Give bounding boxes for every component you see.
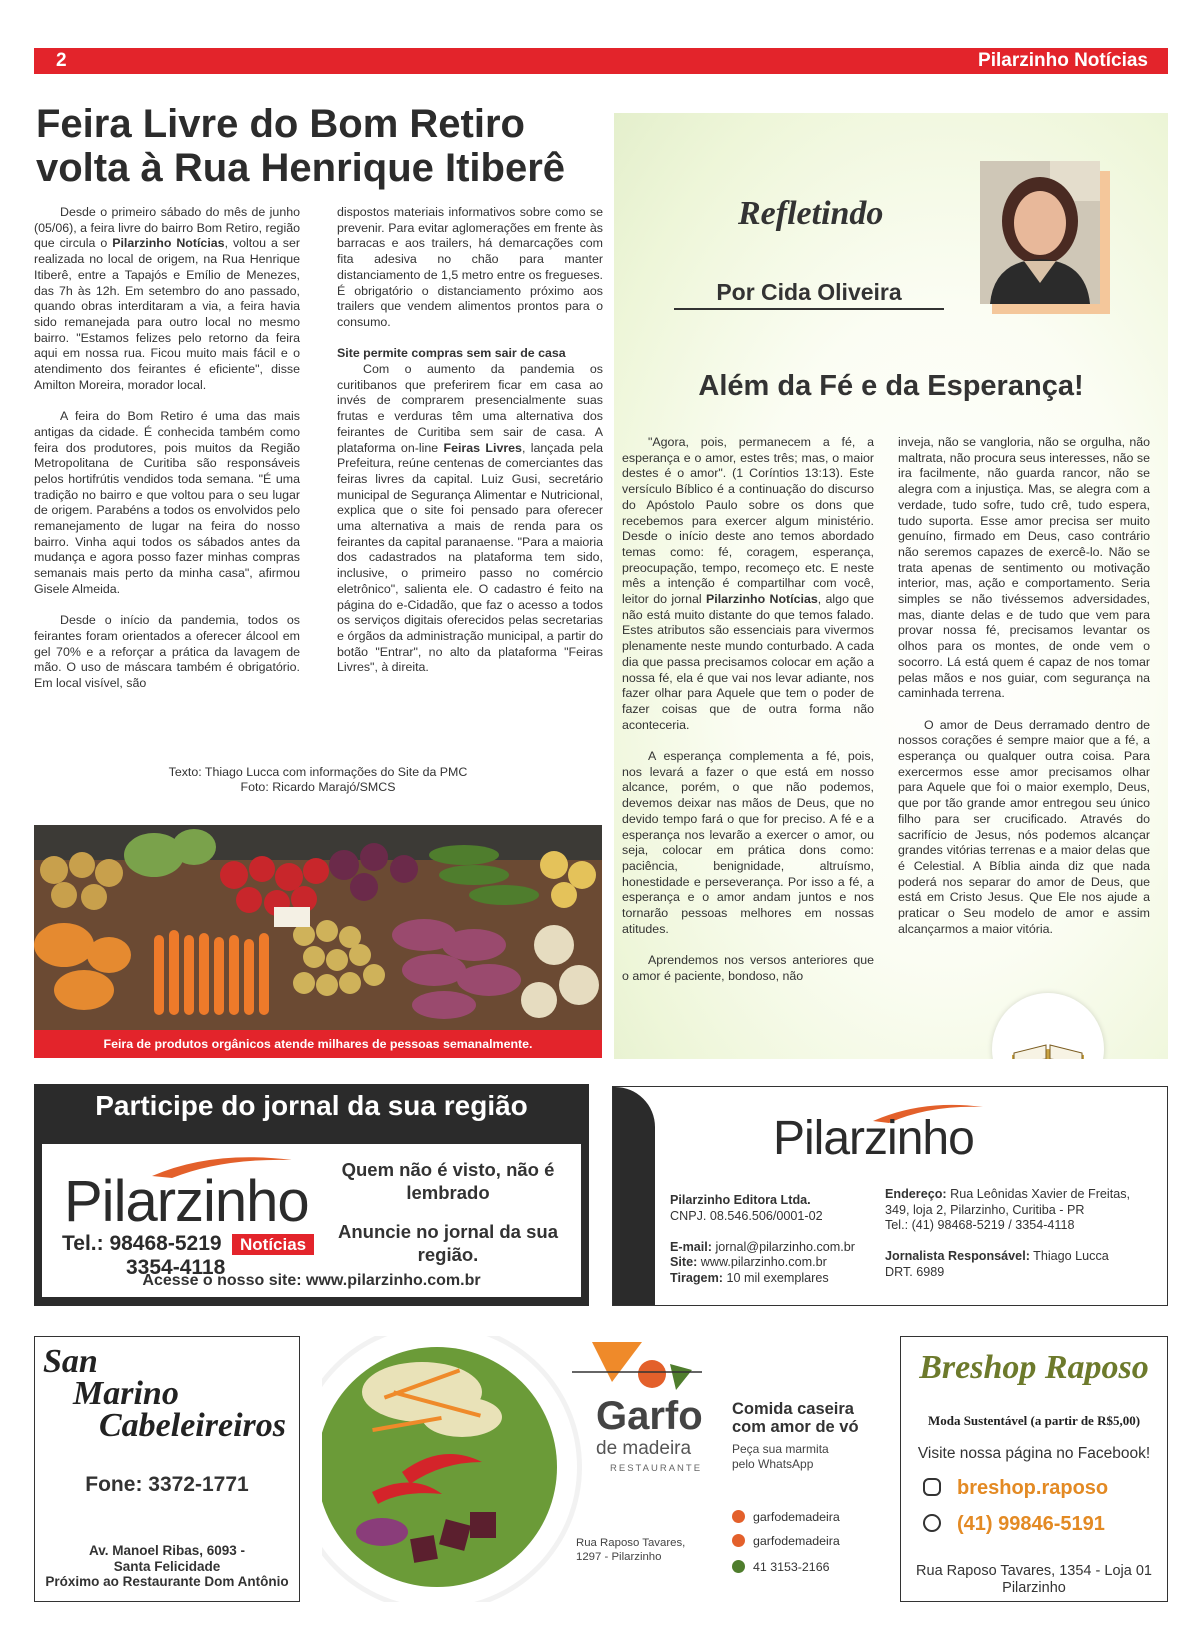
text-credit: Texto: Thiago Lucca com informações do Site da PMC	[168, 765, 468, 779]
salad-illustration	[322, 1336, 582, 1602]
journalist-line: Jornalista Responsável: Thiago Lucca	[885, 1249, 1109, 1264]
reflection-paragraph: inveja, não se vangloria, não se orgulha, não maltrata, não procura seus interesses, não se ira facilmente, não guarda rancor, não se alegra com a injustiça. Mas, se alegra com a verdade, tudo sofre, tudo crê, tudo espera, tudo suporta. Esse amor precisa ser muito genuíno, firmado em Deus, caso contrário não seremos capazes de exercê-lo. Não se trata apenas de sentimento ou motivação interior, mas, ação e comportamento. Seria simples se não tivéssemos adversidades, mas, diante delas e de tudo que vem para provar nossa fé, precisamos levantar os olhos para os montes, de onde vem o socorro. Lá está quem é capaz de nos tomar pelas mãos e nos guiar, com segurança na caminhada terrena.	[898, 435, 1150, 701]
ad-participe	[34, 1084, 589, 1306]
photo-credit: Foto: Ricardo Marajó/SMCS	[240, 780, 396, 794]
platform-name: Feiras Livres	[443, 440, 522, 455]
cnpj: CNPJ. 08.546.506/0001-02	[670, 1208, 823, 1223]
brand-type: RESTAURANTE	[610, 1463, 703, 1474]
article-paragraph: Desde o primeiro sábado do mês de junho (05/06), a feira livre do bairro Bom Retiro, região que circula o Pilarzinho Notícias, voltou a ser realizada no local de origem, na Rua Henrique Itiberê, entre a Tapajós e Emílio de Menezes, das 7h às 12h. Em setembro do ano passado, quando obras interditaram a via, a feira havia sido remanejada para outro local no mesmo bairro. "Estamos felizes pelo retorno da feira aqui em nossa rua. Ficou muito mais fácil e o atendimento dos feirantes é eficiente", disse Amilton Moreira, morador local.	[34, 205, 300, 392]
logo-shapes-icon	[552, 1342, 702, 1402]
facebook-link[interactable]: garfodemadeira	[732, 1534, 840, 1548]
instagram-icon	[732, 1510, 745, 1523]
publisher-info	[670, 1193, 855, 1287]
masthead-side-bar	[613, 1087, 655, 1305]
brand-line-3: Cabeleireiros	[99, 1407, 286, 1444]
address: Rua Raposo Tavares, 1297 - Pilarzinho	[576, 1537, 686, 1563]
article-column-2	[337, 205, 603, 692]
ad-san-marino	[34, 1336, 300, 1602]
address: Av. Manoel Ribas, 6093 - Santa Felicidade Próximo ao Restaurante Dom Antônio	[45, 1543, 289, 1589]
author-byline: Por Cida Oliveira	[716, 279, 902, 305]
site-link[interactable]: www.pilarzinho.com.br	[697, 1255, 827, 1270]
open-book-icon	[992, 993, 1104, 1059]
ad-slogan: Quem não é visto, não é lembrado	[341, 1159, 555, 1203]
author-portrait	[980, 161, 1100, 304]
whatsapp-link[interactable]: (41) 99846-5191	[923, 1513, 1105, 1536]
order-note: Peça sua marmita pelo WhatsApp	[732, 1442, 829, 1471]
brand-name: Breshop Raposo	[919, 1349, 1149, 1386]
facebook-icon	[732, 1534, 745, 1547]
facebook-invite: Visite nossa página no Facebook!	[917, 1445, 1151, 1462]
ad-site-link[interactable]: Acesse o nosso site: www.pilarzinho.com.br	[142, 1272, 481, 1289]
address-info	[885, 1187, 1155, 1281]
section-title: Refletindo	[738, 195, 884, 232]
instagram-icon	[923, 1478, 941, 1496]
bible-badge	[992, 993, 1104, 1059]
headline-line-1: Feira Livre do Bom Retiro	[36, 102, 525, 146]
email-line: E-mail: jornal@pilarzinho.com.br	[670, 1239, 855, 1254]
reflection-paragraph: "Agora, pois, permanecem a fé, a esperança e o amor, estes três; mas, o maior destes é o amor". (1 Coríntios 13:13). Este versículo Bíblico é a continuação do discurso do Apóstolo Paulo sobre os dons que recebemos para exercer algum ministério. Desde o início deste ano temos abordado temas como: fé, coragem, esperança, preocupação, tempo, recomeço etc. E neste mês a intenção é compartilhar com você, leitor do jornal Pilarzinho Notícias, algo que não está muito distante do que temos falado. Estes atributos são essenciais para vivermos plenamente neste mundo conturbado. A cada dia que passa precisamos colocar em ação a nossa fé, ela é que vai nos levar adiante, nos fazer olhar para Aquele que tem o poder de fazer coisas que de outra forma não aconteceria.	[622, 435, 874, 732]
article-paragraph: Desde o início da pandemia, todos os feirantes foram orientados a oferecer álcool em gel 70% e a reforçar a prática da lavagem de mão. O uso de máscara também é obrigatório. Em local visível, são	[34, 613, 300, 691]
page-number: 2	[56, 50, 67, 71]
vegetables-illustration	[34, 825, 602, 1030]
pilarzinho-logo: Pilarzinho	[64, 1169, 309, 1234]
article-subhead: Site permite compras sem sair de casa	[337, 346, 566, 361]
salad-plate-image	[322, 1336, 582, 1602]
ad-breshop-raposo	[900, 1336, 1168, 1602]
reflection-section	[614, 113, 1168, 1059]
site-line: Site: www.pilarzinho.com.br	[670, 1255, 827, 1270]
page-header-bar	[34, 48, 1168, 74]
noticias-badge: Notícias	[232, 1234, 314, 1255]
brand-line-2: Marino	[73, 1375, 179, 1412]
ad-header: Participe do jornal da sua região	[95, 1090, 528, 1121]
publication-name: Pilarzinho Notícias	[978, 50, 1148, 71]
reflection-title: Além da Fé e da Esperança!	[698, 370, 1084, 402]
article-paragraph: Com o aumento da pandemia os curitibanos que preferirem ficar em casa ao invés de comprarem presencialmente suas frutas e verduras têm uma alternativa dos feirantes de Curitiba sem sair de casa. A plataforma on-line Feiras Livres, lançada pela Prefeitura, reúne centenas de comerciantes das feiras livres da capital. Luiz Gusi, secretário municipal de Segurança Alimentar e Nutricional, explica que o site foi pensado para oferecer uma alternativa a mais de renda para os feirantes da capital paranaense. "Para a maioria dos cadastrados na plataforma tem sido, inclusive, o primeiro passo no comércio eletrônico", salienta ele. O cadastro é feito na página do e-Cidadão, que faz o acesso a todos os serviços digitais oferecidos pelas secretarias e órgãos da administração municipal, a partir do botão "Entrar", no alto da plataforma "Feiras Livres", à direita.	[337, 362, 603, 675]
brand-line-1: San	[43, 1343, 98, 1380]
article-paragraph: A feira do Bom Retiro é uma das mais antigas da cidade. É conhecida também como feira dos produtores, pois muitos da Região Metropolitana de Curitiba são responsáveis pelos hortifrútis vendidos toda semana. "É uma tradição no bairro e que voltou para o seu lugar de origem. Parabéns a todos os envolvidos pelo remanejamento de lugar na feira do nosso bairro. Vinha aqui todos os sábados antes da mudança e agora posso fazer minhas compras semanais mais perto da minha casa", afirmou Gisele Almeida.	[34, 409, 300, 596]
article-credits	[34, 765, 602, 795]
email-link[interactable]: jornal@pilarzinho.com.br	[712, 1239, 855, 1254]
tagline: Moda Sustentável (a partir de R$5,00)	[927, 1413, 1141, 1428]
article-paragraph: dispostos materiais informativos sobre como se prevenir. Para evitar aglomerações em frente às barracas e aos trailers, há demarcações com fita adesiva no chão para manter distanciamento de 1,5 metro entre os fregueses. É obrigatório o distanciamento próximo aos trailers que vendem alimentos prontos para o consumo.	[337, 205, 603, 329]
photo-caption: Feira de produtos orgânicos atende milhares de pessoas semanalmente.	[34, 1030, 602, 1058]
whatsapp-icon	[732, 1560, 745, 1573]
headline-line-2: volta à Rua Henrique Itiberê	[36, 146, 566, 190]
market-photo	[34, 825, 602, 1030]
whatsapp-icon	[923, 1514, 941, 1532]
pilarzinho-logo: Pilarzinho	[773, 1112, 974, 1165]
article-column-1	[34, 205, 300, 707]
ad-call-to-action: Anuncie no jornal da sua região.	[338, 1221, 558, 1265]
brand-subname: de madeira	[596, 1438, 692, 1459]
address-line: Endereço: Rua Leônidas Xavier de Freitas, 349, loja 2, Pilarzinho, Curitiba - PR	[885, 1187, 1131, 1217]
address: Rua Raposo Tavares, 1354 - Loja 01 Pilarzinho	[916, 1563, 1152, 1596]
reflection-column-2	[898, 435, 1150, 937]
whatsapp-link[interactable]: 41 3153-2166	[732, 1560, 829, 1574]
brand-name: Garfo	[596, 1394, 703, 1438]
company-name: Pilarzinho Editora Ltda.	[670, 1193, 811, 1207]
reflection-paragraph: A esperança complementa a fé, pois, nos levará a fazer o que está em nosso alcance, porém, o que não podemos, devemos deixar nas mãos de Deus, que no devido tempo fará o que for preciso. A fé e a esperança nos levarão a exercer o amor, ou seja, colocar em prática dons como: paciência, benignidade, altruísmo, honestidade e perseverança. Por isso a fé, a esperança e o amor andam juntos e nos tornarão pessoas melhores em nossas atitudes.	[622, 749, 874, 936]
reflection-paragraph: O amor de Deus derramado dentro de nossos corações é sempre maior que a fé, a esperança ou qualquer outra coisa. Para exercermos esse amor precisamos olhar para Aquele que foi o maior exemplo, Deus, que por tão grande amor entregou seu único filho para ser crucificado. Através do sacrifício de Jesus, nós podemos alcançar grandes vitórias terrenas e a maior delas que é Celestial. A Bíblia ainda diz que nada poderá nos separar do amor de Deus, que está em Cristo Jesus. Que Ele nos ajude a praticar o Seu modelo de amor e assim alcançarmos a maior vitória.	[898, 717, 1150, 936]
drt-line: DRT. 6989	[885, 1264, 945, 1279]
ad-phone-2: 3354-4118	[126, 1256, 226, 1279]
reflection-paragraph: Aprendemos nos versos anteriores que o amor é paciente, bondoso, não	[622, 953, 874, 983]
reflection-column-1	[622, 435, 874, 985]
instagram-link[interactable]: breshop.raposo	[923, 1477, 1108, 1500]
masthead-box	[612, 1086, 1168, 1306]
tagline: Comida caseira com amor de vó	[732, 1400, 859, 1436]
ad-body	[42, 1144, 581, 1297]
byline-rule	[674, 308, 944, 310]
portrait-illustration	[980, 161, 1100, 304]
phone-line: Tel.: (41) 98468-5219 / 3354-4118	[885, 1218, 1075, 1233]
ad-phone: Tel.: 98468-5219	[62, 1232, 222, 1255]
brand-mention: Pilarzinho Notícias	[705, 592, 818, 607]
phone: Fone: 3372-1771	[85, 1473, 249, 1496]
brand-mention: Pilarzinho Notícias	[112, 236, 225, 251]
article-headline	[36, 102, 616, 190]
ad-garfo-de-madeira	[322, 1336, 878, 1602]
tiragem-line: Tiragem: 10 mil exemplares	[670, 1270, 829, 1285]
instagram-link[interactable]: garfodemadeira	[732, 1510, 840, 1524]
